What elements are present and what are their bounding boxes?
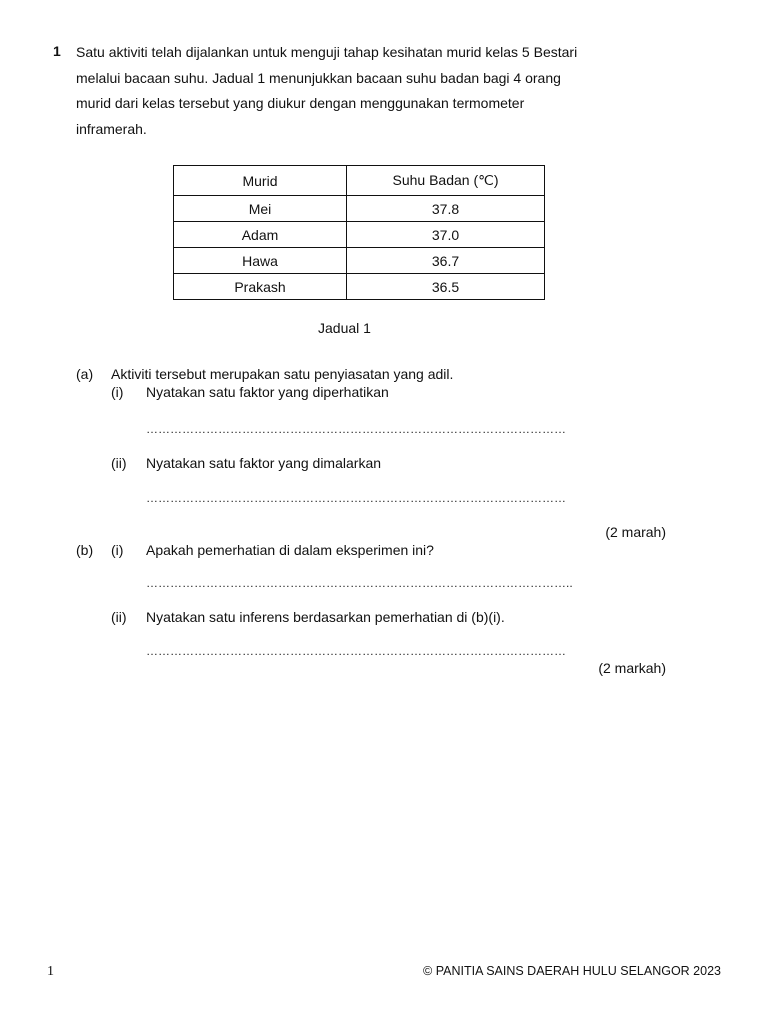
part-b-marks: (2 markah) [598, 660, 666, 676]
page-number: 1 [47, 964, 54, 979]
part-a-text: Aktiviti tersebut merupakan satu penyiasatan yang adil. [111, 366, 454, 382]
table-cell-name: Prakash [174, 274, 347, 300]
copyright-footer: © PANITIA SAINS DAERAH HULU SELANGOR 2023 [423, 964, 721, 978]
intro-line: melalui bacaan suhu. Jadual 1 menunjukkan bacaan suhu badan bagi 4 orang [76, 69, 561, 86]
part-b-i-text: Apakah pemerhatian di dalam eksperimen ini? [146, 542, 434, 558]
table-cell-temp: 37.8 [347, 196, 545, 222]
part-a-i-text: Nyatakan satu faktor yang diperhatikan [146, 384, 389, 400]
table-cell-temp: 36.5 [347, 274, 545, 300]
part-a-label: (a) [76, 366, 94, 382]
table-cell-temp: 37.0 [347, 222, 545, 248]
part-a-ii-text: Nyatakan satu faktor yang dimalarkan [146, 455, 382, 471]
table-row [174, 196, 545, 222]
part-a-i-label: (i) [111, 384, 124, 400]
table-cell-temp: 36.7 [347, 248, 545, 274]
part-b-label: (b) [76, 542, 94, 558]
table-row [174, 248, 545, 274]
intro-line: Satu aktiviti telah dijalankan untuk menguji tahap kesihatan murid kelas 5 Bestari [76, 44, 578, 60]
table-header-suhu: Suhu Badan (℃) [347, 166, 545, 196]
table-row [174, 274, 545, 300]
part-a-marks: (2 marah) [605, 524, 666, 540]
table-row [174, 222, 545, 248]
intro-line: inframerah. [76, 120, 147, 137]
table-header-row [174, 166, 545, 196]
table-cell-name: Adam [174, 222, 347, 248]
answer-line-b-i[interactable]: …………………………………………………………………………………………….. [146, 576, 573, 590]
table-caption: Jadual 1 [318, 320, 371, 336]
part-b-i-label: (i) [111, 542, 124, 558]
table-cell-name: Hawa [174, 248, 347, 274]
part-b-ii-text: Nyatakan satu inferens berdasarkan pemerhatian di (b)(i). [146, 609, 505, 625]
answer-line-a-i[interactable]: …………………………………………………………………………………………… [146, 422, 566, 436]
question-number: 1 [53, 43, 61, 59]
temperature-table [173, 165, 545, 300]
table-header-murid: Murid [174, 166, 347, 196]
part-b-ii-label: (ii) [111, 609, 127, 625]
answer-line-b-ii[interactable]: …………………………………………………………………………………………… [146, 644, 566, 658]
table-cell-name: Mei [174, 196, 347, 222]
question-intro [76, 40, 577, 142]
intro-line: murid dari kelas tersebut yang diukur dengan menggunakan termometer [76, 95, 525, 111]
answer-line-a-ii[interactable]: …………………………………………………………………………………………… [146, 491, 566, 505]
part-a-ii-label: (ii) [111, 455, 127, 471]
